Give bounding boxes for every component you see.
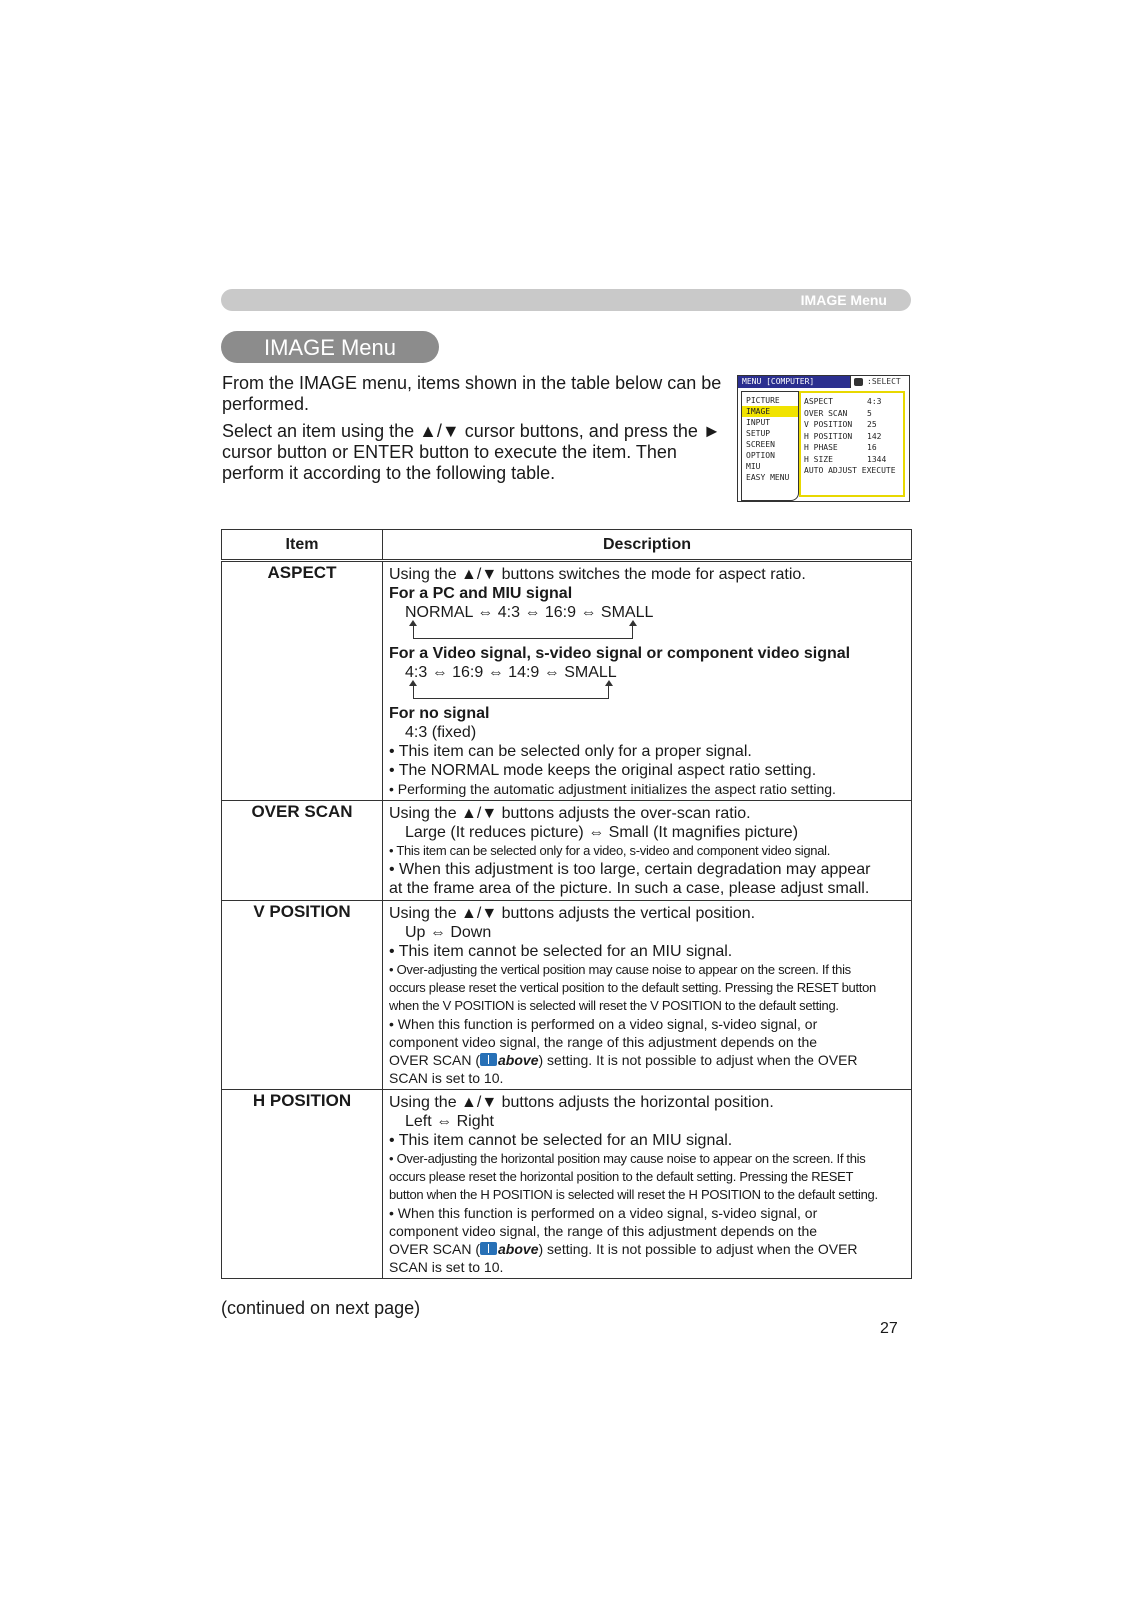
- desc-subheading: For a Video signal, s-video signal or component video signal: [389, 645, 851, 662]
- section-title-pill: [221, 331, 439, 363]
- desc-note: [389, 1240, 905, 1258]
- desc-note: • When this function is performed on a video signal, s-video signal, or: [389, 1205, 818, 1221]
- reference-link[interactable]: above: [498, 1052, 539, 1068]
- desc-note: • This item cannot be selected for an MIU signal.: [389, 1132, 733, 1149]
- desc-line: Using the ▲/▼ buttons adjusts the over-scan ratio.: [389, 805, 751, 822]
- osd-menu-item: SCREEN: [746, 440, 775, 449]
- osd-row: [801, 408, 903, 420]
- description-v-position: [383, 901, 912, 1090]
- osd-header: [738, 376, 909, 388]
- desc-note: • This item can be selected only for a proper signal.: [389, 743, 752, 760]
- desc-note: • This item cannot be selected for an MIU signal.: [389, 943, 733, 960]
- desc-note: component video signal, the range of this adjustment depends on the: [389, 1034, 818, 1050]
- column-header-item: Item: [222, 530, 383, 561]
- osd-title: MENU [COMPUTER]: [742, 377, 815, 386]
- desc-note: occurs please reset the vertical position to the default setting. Pressing the RESET button: [389, 980, 876, 995]
- desc-subheading: For a PC and MIU signal: [389, 585, 573, 602]
- page-number: 27: [880, 1320, 898, 1337]
- osd-menu-item: INPUT: [746, 418, 771, 427]
- osd-row-value: 16: [867, 443, 877, 452]
- item-v-position: V POSITION: [222, 901, 383, 1090]
- desc-cycle-text: NORMAL ⇔ 4:3 ⇔ 16:9 ⇔ SMALL: [405, 604, 654, 621]
- header-bar: [221, 289, 911, 311]
- description-h-position: [383, 1090, 912, 1279]
- osd-menu-list: [741, 391, 799, 501]
- desc-note: • The NORMAL mode keeps the original aspect ratio setting.: [389, 762, 817, 779]
- desc-cycle-text: 4:3 ⇔ 16:9 ⇔ 14:9 ⇔ SMALL: [405, 664, 617, 681]
- desc-subheading: For no signal: [389, 705, 490, 722]
- desc-note: occurs please reset the horizontal position to the default setting. Pressing the RESET: [389, 1169, 854, 1184]
- section-title: IMAGE Menu: [263, 335, 397, 360]
- osd-row-value: 4:3: [867, 397, 882, 406]
- osd-row: [801, 465, 903, 477]
- table-header-row: [222, 530, 912, 561]
- cycle-arrow: [413, 682, 609, 699]
- desc-note: [389, 1051, 905, 1069]
- desc-note: SCAN is set to 10.: [389, 1259, 504, 1275]
- reference-link[interactable]: above: [498, 1241, 539, 1257]
- table-row-over-scan: [222, 801, 912, 901]
- osd-menu-item: SETUP: [746, 429, 771, 438]
- osd-row-label: H POSITION: [804, 431, 853, 441]
- osd-row: [801, 454, 903, 466]
- desc-line: Large (It reduces picture) ⇔ Small (It magnifies picture): [405, 824, 799, 841]
- table-row-h-position: [222, 1090, 912, 1279]
- osd-row-label: ASPECT: [804, 397, 833, 406]
- osd-menu-item: MIU: [746, 462, 761, 471]
- description-aspect: [383, 561, 912, 801]
- desc-note: SCAN is set to 10.: [389, 1070, 504, 1086]
- osd-row: [801, 442, 903, 454]
- desc-note: when the V POSITION is selected will reset the V POSITION to the default setting.: [389, 998, 839, 1013]
- header-bar-title: IMAGE Menu: [800, 292, 887, 308]
- osd-menu-item-selected: IMAGE: [742, 406, 798, 417]
- continued-note: (continued on next page): [221, 1298, 421, 1318]
- desc-line: Using the ▲/▼ buttons adjusts the vertical position.: [389, 905, 756, 922]
- osd-row-label: H PHASE: [804, 443, 838, 452]
- item-aspect: ASPECT: [222, 561, 383, 801]
- osd-row-label: H SIZE: [804, 454, 833, 464]
- intro-paragraph-2: Select an item using the ▲/▼ cursor buttons, and press the ► cursor button or ENTER button to execute the item. Then perform it according to the following table.: [222, 421, 721, 483]
- desc-text: OVER SCAN (: [389, 1241, 481, 1257]
- column-header-description: Description: [383, 530, 912, 561]
- desc-line: Up ⇔ Down: [405, 924, 492, 941]
- osd-row-value: 5: [867, 408, 872, 418]
- table-row-v-position: [222, 901, 912, 1090]
- osd-row-value: 25: [867, 420, 877, 429]
- desc-note: button when the H POSITION is selected will reset the H POSITION to the default setting.: [389, 1187, 878, 1202]
- osd-menu-item: OPTION: [746, 451, 775, 460]
- desc-note: • When this adjustment is too large, certain degradation may appear: [389, 861, 871, 878]
- osd-menu-item: PICTURE: [746, 396, 780, 405]
- desc-note: • This item can be selected only for a video, s-video and component video signal.: [389, 843, 831, 858]
- desc-note: at the frame area of the picture. In such a case, please adjust small.: [389, 880, 870, 897]
- desc-note: • Performing the automatic adjustment initializes the aspect ratio setting.: [389, 781, 836, 797]
- osd-settings-panel: [799, 391, 905, 497]
- desc-text: ) setting. It is not possible to adjust when the OVER: [538, 1052, 858, 1068]
- osd-row-value: 1344: [867, 454, 887, 464]
- osd-menu-screenshot: [737, 375, 910, 502]
- desc-note: • Over-adjusting the horizontal position may cause noise to appear on the screen. If this: [389, 1151, 866, 1166]
- desc-line: Left ⇔ Right: [405, 1113, 494, 1130]
- desc-note: • Over-adjusting the vertical position may cause noise to appear on the screen. If this: [389, 962, 851, 977]
- description-over-scan: [383, 801, 912, 901]
- osd-row: [801, 396, 903, 408]
- desc-text: ) setting. It is not possible to adjust when the OVER: [538, 1241, 858, 1257]
- desc-line: Using the ▲/▼ buttons adjusts the horizontal position.: [389, 1094, 774, 1111]
- osd-row-label: OVER SCAN: [804, 408, 848, 418]
- osd-select-label: :SELECT: [867, 377, 901, 386]
- book-reference-icon: [480, 1242, 497, 1255]
- osd-row-label: V POSITION: [804, 420, 853, 429]
- table-row-aspect: [222, 561, 912, 801]
- desc-line: Using the ▲/▼ buttons switches the mode for aspect ratio.: [389, 566, 806, 583]
- select-button-icon: [854, 378, 863, 386]
- desc-note: • When this function is performed on a video signal, s-video signal, or: [389, 1016, 818, 1032]
- osd-row-label: AUTO ADJUST EXECUTE: [804, 466, 896, 475]
- intro-paragraph-1: From the IMAGE menu, items shown in the table below can be performed.: [222, 373, 722, 414]
- osd-row: [801, 419, 903, 431]
- item-over-scan: OVER SCAN: [222, 801, 383, 901]
- book-reference-icon: [480, 1053, 497, 1066]
- osd-select-hint: [850, 376, 909, 388]
- desc-text: OVER SCAN (: [389, 1052, 481, 1068]
- cycle-arrow: [413, 622, 633, 639]
- osd-menu-item: EASY MENU: [746, 473, 790, 482]
- desc-note: component video signal, the range of this adjustment depends on the: [389, 1223, 818, 1239]
- image-menu-table: [221, 529, 912, 1279]
- osd-row-value: 142: [867, 431, 882, 441]
- osd-row: [801, 431, 903, 443]
- intro-text: [222, 373, 722, 490]
- item-h-position: H POSITION: [222, 1090, 383, 1279]
- desc-line: 4:3 (fixed): [405, 724, 477, 741]
